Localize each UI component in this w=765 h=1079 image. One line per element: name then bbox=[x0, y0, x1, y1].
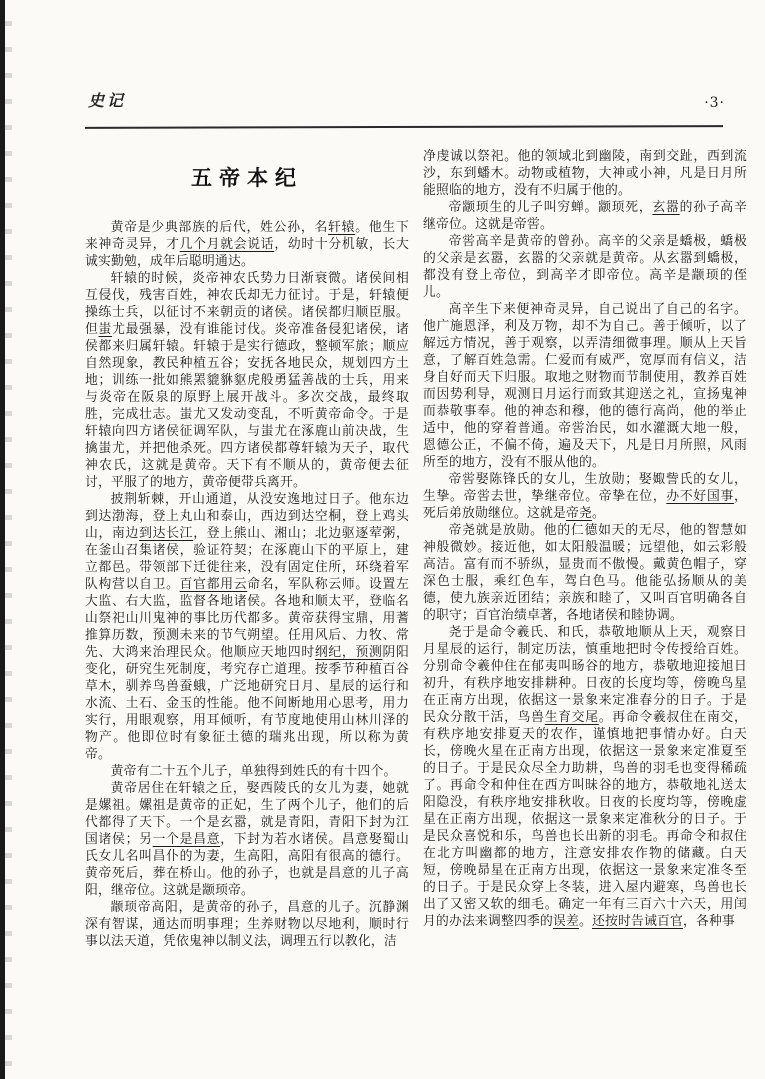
left-column-text bbox=[85, 219, 409, 950]
body-text: 净虔诚以祭祀。他的领域北到幽陵，南到交趾，西到流沙，东到蟠木。动物或植物，大神或小神，凡是日月所能照临的地方，没有不归属于他的。 bbox=[423, 149, 747, 197]
underlined-text: 纲纪，预测 bbox=[314, 645, 383, 659]
body-text: ，死后弟放勋继位。这就是 bbox=[423, 489, 747, 520]
page-number: ·3· bbox=[704, 95, 725, 111]
body-text: 颛顼帝高阳，是黄帝的孙子，昌意的儿子。沉静渊深有智谋，通达而明事理；生养财物以尽地利，顺时行事以法天道，凭依鬼神以制义法，调理五行以教化，洁 bbox=[85, 900, 409, 948]
underlined-text: 轩辕 bbox=[328, 220, 356, 234]
body-text: 帝喾高辛是黄帝的曾孙。高辛的父亲是蟜极，蟜极的父亲是玄嚣，玄嚣的父亲就是黄帝。从玄嚣到蟜极，都没有登上帝位，到高辛才即帝位。高辛是颛顼的侄儿。 bbox=[423, 234, 747, 299]
underlined-text: 一个是昌意 bbox=[152, 832, 221, 846]
underlined-text: 玄嚣 bbox=[652, 200, 680, 214]
body-text: 披荆斩棘，开山通道，从没安逸地过日子。他东边到达渤海，登上丸山和泰山，西边到达空桐，登上鸡头山，南边 bbox=[85, 492, 409, 540]
underlined-text: 几个月就会说话 bbox=[179, 237, 275, 251]
page-content bbox=[85, 148, 747, 950]
body-text: ，各种事 bbox=[682, 914, 735, 928]
paragraph bbox=[85, 491, 409, 763]
body-text: 阴阳变化，研究生死制度，考究存亡道理。按季节种植百谷草木，驯养鸟兽蚕蛾，广泛地研究日月、星辰的运行和水流、土石、金玉的性能。他不间断地用心思考，用力实行，用眼观察，用耳倾听，有节度地使用山林川泽的物产。他即位时有象征土德的瑞兆出现，所以称为黄帝。 bbox=[85, 645, 410, 761]
page-header bbox=[88, 88, 725, 111]
header-rule bbox=[85, 125, 723, 129]
paragraph bbox=[423, 301, 747, 471]
body-text: 的孙子高辛继帝位。这就是帝喾。 bbox=[423, 200, 747, 231]
paragraph bbox=[85, 899, 409, 950]
body-text: 尧于是命令羲氏、和氏，恭敬地顺从上天，观察日月星辰的运行，制定历法，慎重地把时令传授给百姓。分别命令羲仲住在郁夷叫旸谷的地方，恭敬地迎接旭日初升，有秩序地安排耕种。日夜的长度均等，傍晚鸟星在正南方出现，依据这一景象来定准春分的日子。于是民众分散干活，鸟兽 bbox=[423, 625, 747, 724]
underlined-text: 帝尧 bbox=[565, 506, 592, 520]
body-text: ，登上熊山、湘山；北边驱逐荤粥，在釜山召集诸侯，验证符契；在涿鹿山下的平原上，建立都邑。带领部下迁徙往来，没有固定住所，环绕着军队构营以自卫。 bbox=[85, 526, 409, 591]
underlined-text: 蚩 bbox=[98, 322, 113, 336]
paragraph bbox=[423, 471, 747, 522]
paragraph bbox=[85, 763, 409, 780]
body-text: 帝喾娶陈锋氏的女儿，生放勋；娶娵訾氏的女儿，生挚。帝喾去世，挚继帝位。帝挚在位， bbox=[423, 472, 747, 503]
paragraph bbox=[423, 522, 747, 624]
body-text: 。 bbox=[578, 914, 592, 928]
body-text: 尤最强暴，没有谁能讨伐。炎帝准备侵犯诸侯，诸侯都来归属轩辕。轩辕于是实行德政，整顿军旅；顺应自然现象，教民种植五谷；安抚各地民众，规划四方土地；训练一批如熊罴貔貅䝙虎般勇猛善战的士兵，用来与炎帝在阪泉的原野上展开战斗。多次交战，最终取胜，完成壮志。蚩尤又发动变乱，不听黄帝命令。于是轩辕向四方诸侯征调军队，与蚩尤在涿鹿山前决战，生擒蚩尤，并把他杀死。四方诸侯都尊轩辕为天子，取代神农氏，这就是黄帝。天下有不顺从的，黄帝便去征讨，平服了的地方，黄帝便带兵离开。 bbox=[85, 322, 410, 489]
body-text: ，下封为若水诸侯。昌意娶蜀山氏女儿名叫昌仆的为妻，生高阳，高阳有很高的德行。黄帝死后，葬在桥山。他的孙子，也就是昌意的儿子高阳，继帝位。这就是颛顼帝。 bbox=[85, 832, 409, 897]
body-text: 。他生下来神奇灵异，才 bbox=[85, 220, 410, 251]
body-text: 黄帝居住在轩辕之丘，娶西陵氏的女儿为妻，她就是嫘祖。嫘祖是黄帝的正妃，生了两个儿子，他们的后代都得了天下。一个是玄嚣，就是青阳，青阳下封为江国诸侯；另 bbox=[85, 781, 409, 846]
underlined-text: 还按时告诫百官 bbox=[591, 914, 683, 928]
paragraph bbox=[85, 219, 409, 270]
paragraph bbox=[85, 270, 409, 491]
body-text: 帝颛顼生的儿子叫穷蝉。颛顼死， bbox=[448, 200, 653, 214]
underlined-text: 到达长江 bbox=[139, 526, 194, 540]
body-text: 黄帝是少典部族的后代，姓公孙，名 bbox=[110, 220, 329, 234]
body-text: ，幼时十分机敏，长大诚实勤勉，成年后聪明通达。 bbox=[85, 237, 410, 268]
body-text: 轩辕的时候，炎帝神农氏势力日渐衰微。诸侯间相互侵伐，残害百姓，神农氏却无力征讨。于是，轩辕便操练士兵，以征讨不来朝贡的诸侯。诸侯都归顺臣服。但 bbox=[85, 271, 409, 336]
paragraph bbox=[423, 148, 747, 199]
body-text: 黄帝有二十五个儿子，单独得到姓氏的有十四个。 bbox=[110, 764, 397, 778]
body-text: 。 bbox=[591, 506, 605, 520]
underlined-text: 生育交尾 bbox=[544, 710, 599, 724]
chapter-title: 五帝本纪 bbox=[191, 167, 303, 190]
running-head-book-title: 史记 bbox=[88, 93, 127, 110]
right-column-text bbox=[423, 148, 747, 930]
body-text: 。再命令羲叔住在南交，有秩序地安排夏天的农作，谨慎地把事情办好。白天长，傍晚火星在正南方出现，依据这一景象来定准夏至的日子。于是民众尽全力助耕，鸟兽的羽毛也变得稀疏了。再命令和仲住在西方叫昧谷的地方，恭敬地礼送太阳隐没，有秩序地安排秋收。日夜的长度均等，傍晚虚星在正南方出现，依据这一景象来定准秋分的日子。于是民众喜悦和乐，鸟兽也长出新的羽毛。再命令和叔住在北方叫幽都的地方，注意安排农作物的储藏。白天短，傍晚昴星在正南方出现，依据这一景象来定准冬至的日子。于是民众穿上冬装，进入屋内避寒，鸟兽也长出了又密又软的细毛。确定一年有三百六十六天，用闰月的办法来调整四季的 bbox=[423, 710, 747, 928]
paragraph bbox=[423, 199, 747, 233]
underlined-text: 办不好国事 bbox=[666, 489, 734, 503]
right-column bbox=[423, 148, 747, 950]
underlined-text: 百官都用云 bbox=[179, 577, 248, 591]
left-column bbox=[85, 148, 409, 950]
paragraph bbox=[423, 233, 747, 301]
paragraph bbox=[423, 624, 747, 930]
body-text: 帝尧就是放勋。他的仁德如天的无尽，他的智慧如神般微妙。接近他，如太阳般温暖；远望他，如云彩般高洁。富有而不骄纵，显贵而不傲慢。戴黄色帽子，穿深色士服，乘红色车，驾白色马。他能弘扬顺从的美德，使九族亲近团结；亲族和睦了，又叫百官明确各自的职守；百官治绩卓著，各地诸侯和睦协调。 bbox=[423, 523, 747, 622]
binding-marks bbox=[5, 0, 12, 1079]
body-text: 命名，军队称云师。设置左大监、右大监，监督各地诸侯。各地和顺太平，登临名山祭祀山川鬼神的事比历代都多。黄帝获得宝鼎，用蓍推算历数，预测未来的节气朔望。任用风后、力牧、常先、大鸿来治理民众。他顺应天地四时 bbox=[85, 577, 409, 659]
body-text: 高辛生下来便神奇灵异，自己说出了自己的名字。他广施恩泽，利及万物，却不为自己。善于倾听，以了解远方情况，善于观察，以弄清细微事理。顺从上天旨意，了解百姓急需。仁爱而有威严，宽厚而有信义，洁身自好而天下归服。取地之财物而节制使用，教养百姓而因势利导，观测日月运行而致其迎送之礼，宣扬鬼神而恭敬事奉。他的神态和穆，他的德行高尚，他的举止适中，他的穿着普通。帝喾治民，如水灌溉大地一般，恩德公正，不偏不倚，遍及天下，凡是日月所照，风雨所至的地方，没有不服从他的。 bbox=[423, 302, 747, 469]
paragraph bbox=[85, 780, 409, 899]
underlined-text: 误差 bbox=[552, 914, 579, 928]
